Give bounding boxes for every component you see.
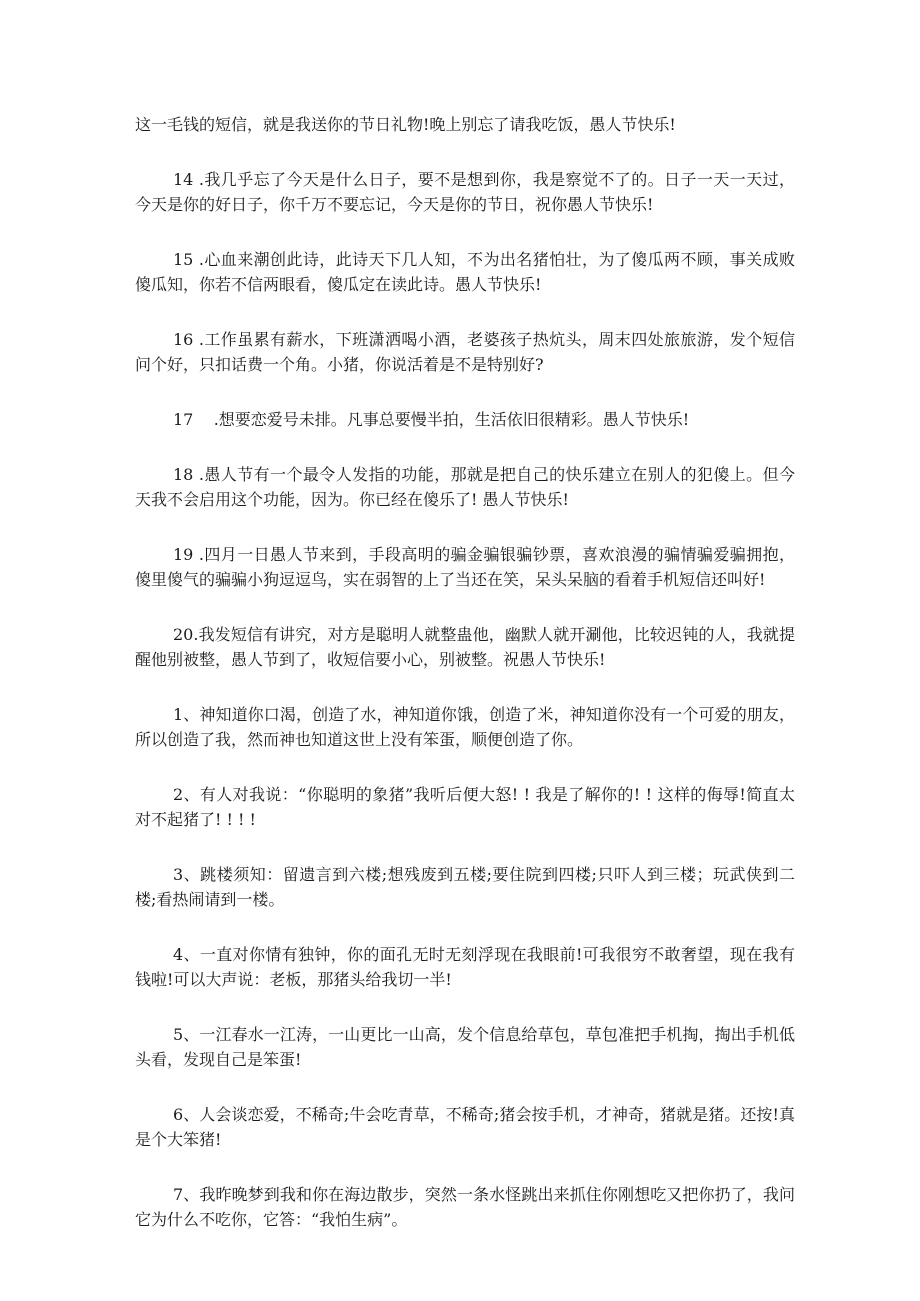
paragraph-17: 17 .想要恋爱号未排。凡事总要慢半拍，生活依旧很精彩。愚人节快乐! [173, 410, 690, 429]
paragraph-16: 16 .工作虽累有薪水，下班潇洒喝小酒，老婆孩子热炕头，周末四处旅旅游，发个短信问个好，只扣话费一个角。小猪，你说活着是不是特别好? [135, 330, 795, 374]
paragraph-item-2: 2、有人对我说：“你聪明的象猪”我听后便大怒! ! 我是了解你的! ! 这样的侮辱!简直太对不起猪了! ! ! ! [135, 785, 795, 829]
paragraph-item-6: 6、人会谈恋爱，不稀奇;牛会吃青草，不稀奇;猪会按手机，才神奇，猪就是猪。还按!真是个大笨猪! [135, 1105, 795, 1149]
paragraph-item-1: 1、神知道你口渴，创造了水，神知道你饿，创造了米，神知道你没有一个可爱的朋友，所以创造了我，然而神也知道这世上没有笨蛋，顺便创造了你。 [135, 705, 795, 749]
paragraph-20: 20.我发短信有讲究，对方是聪明人就整蛊他，幽默人就开涮他，比较迟钝的人，我就提醒他别被整，愚人节到了，收短信要小心，别被整。祝愚人节快乐! [135, 625, 795, 669]
paragraph-item-7: 7、我昨晚梦到我和你在海边散步，突然一条水怪跳出来抓住你刚想吃又把你扔了，我问它为什么不吃你，它答：“我怕生病”。 [135, 1185, 795, 1229]
paragraph-15: 15 .心血来潮创此诗，此诗天下几人知，不为出名猪怕壮，为了傻瓜两不顾，事关成败傻瓜知，你若不信两眼看，傻瓜定在读此诗。愚人节快乐! [135, 250, 795, 294]
paragraph-intro: 这一毛钱的短信，就是我送你的节日礼物!晚上别忘了请我吃饭，愚人节快乐! [135, 115, 676, 134]
paragraph-19: 19 .四月一日愚人节来到，手段高明的骗金骗银骗钞票，喜欢浪漫的骗情骗爱骗拥抱，傻里傻气的骗骗小狗逗逗鸟，实在弱智的上了当还在笑，呆头呆脑的看着手机短信还叫好! [135, 545, 795, 589]
paragraph-item-4: 4、一直对你情有独钟，你的面孔无时无刻浮现在我眼前!可我很穷不敢奢望，现在我有钱啦!可以大声说：老板，那猪头给我切一半! [135, 945, 795, 989]
document-body [135, 112, 795, 1262]
paragraph-14: 14 .我几乎忘了今天是什么日子，要不是想到你，我是察觉不了的。日子一天一天过，今天是你的好日子，你千万不要忘记，今天是你的节日，祝你愚人节快乐! [135, 170, 795, 214]
paragraph-18: 18 .愚人节有一个最令人发指的功能，那就是把自己的快乐建立在别人的犯傻上。但今天我不会启用这个功能，因为。你已经在傻乐了! 愚人节快乐! [135, 465, 795, 509]
paragraph-item-5: 5、一江春水一江涛，一山更比一山高，发个信息给草包，草包准把手机掏，掏出手机低头看，发现自己是笨蛋! [135, 1025, 795, 1069]
paragraph-item-3: 3、跳楼须知：留遗言到六楼;想残废到五楼;要住院到四楼;只吓人到三楼；玩武侠到二楼;看热闹请到一楼。 [135, 865, 795, 909]
